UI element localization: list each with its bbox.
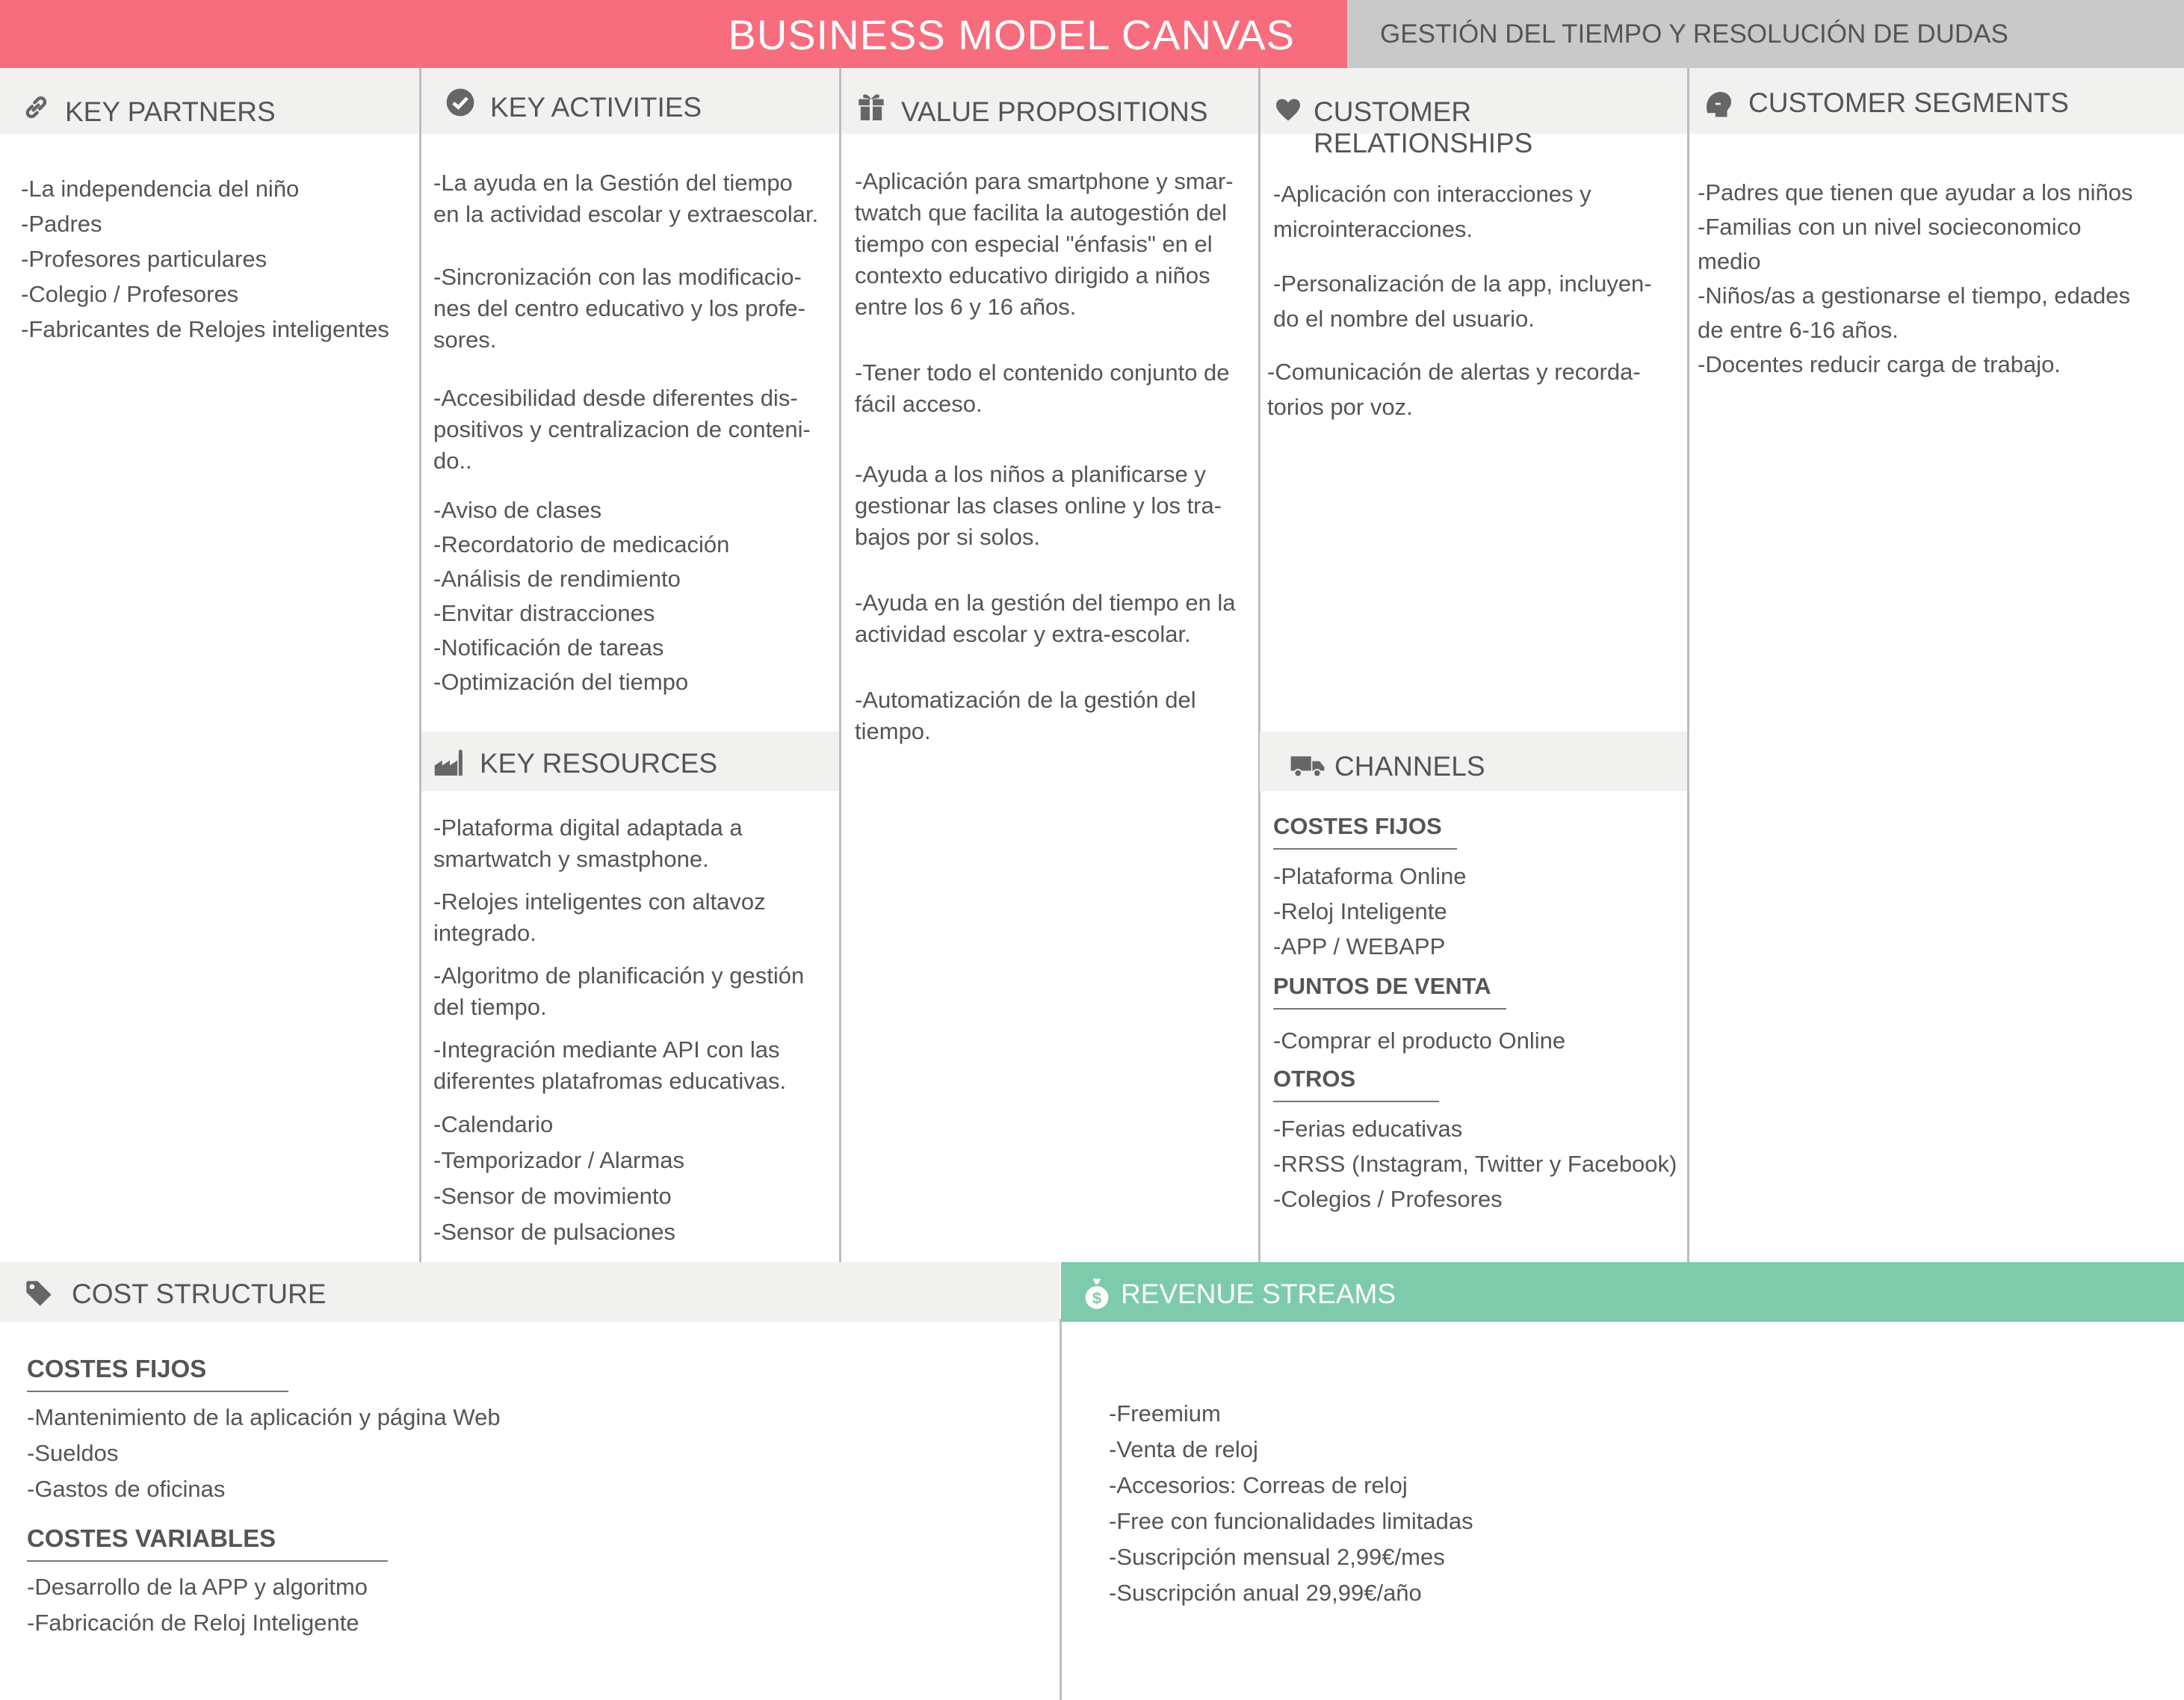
list-item: -Sensor de movimiento [433, 1183, 672, 1209]
resource-block: -Algoritmo de planificación y gestión del tiempo. [433, 962, 805, 1020]
activity-list [433, 493, 837, 699]
list-item: -Accesorios: Correas de reloj [1109, 1472, 1408, 1498]
list-item: -Temporizador / Alarmas [433, 1147, 684, 1173]
list-item: -Análisis de rendimiento [433, 566, 681, 592]
list-item: -Colegio / Profesores [21, 281, 239, 307]
resource-block: -Integración mediante API con las diferentes platafromas educativas. [433, 1036, 787, 1094]
list-item: -Gastos de oficinas [27, 1476, 226, 1502]
list-item: -Colegios / Profesores [1273, 1186, 1503, 1212]
customer-relationships-title: CUSTOMER RELATIONSHIPS [1314, 96, 1533, 158]
list-item: -Padres que tienen que ayudar a los niños [1698, 179, 2133, 205]
list-item: -Sueldos [27, 1440, 119, 1466]
list-item: -Recordatorio de medicación [433, 531, 730, 557]
value-propositions-header [841, 68, 1258, 134]
check-circle-icon [445, 87, 475, 117]
list-item: -Niños/as a gestionarse el tiempo, edades [1698, 282, 2130, 309]
factory-icon [433, 748, 466, 778]
customer-relationships-body [1267, 176, 1686, 424]
customer-segments-title: CUSTOMER SEGMENTS [1748, 87, 2069, 118]
divider-1 [419, 68, 421, 1262]
channels-list [1273, 1111, 1684, 1217]
list-item: -Desarrollo de la APP y algoritmo [27, 1574, 368, 1600]
cost-structure-header [0, 1262, 1059, 1322]
value-block: -Ayuda a los niños a planificarse y gestionar las clases online y los tra- bajos por si solos. [855, 461, 1222, 550]
channels-header [1260, 732, 1687, 791]
activity-block: -Accesibilidad desde diferentes dis- positivos y centralizacion de conteni- do.. [433, 385, 811, 474]
cost-structure-title: COST STRUCTURE [72, 1279, 327, 1309]
resource-block: -Relojes inteligentes con altavoz integrado. [433, 888, 766, 946]
divider-2 [839, 68, 841, 1262]
list-item: medio [1698, 248, 1761, 274]
revenue-streams-list [1109, 1396, 2155, 1611]
customer-relationships-header [1260, 68, 1687, 158]
revenue-streams-title: REVENUE STREAMS [1121, 1279, 1396, 1309]
key-resources-title: KEY RESOURCES [480, 748, 718, 779]
list-item: -Optimización del tiempo [433, 669, 689, 695]
link-icon [21, 93, 51, 123]
key-resources-body [433, 812, 837, 1250]
value-block: -Tener todo el contenido conjunto de fácil acceso. [855, 359, 1230, 417]
relationship-block: -Comunicación de alertas y recorda- torios por voz. [1267, 359, 1641, 420]
cost-heading-variable: COSTES VARIABLES [27, 1521, 388, 1562]
activity-block: -Sincronización con las modificacio- nes del centro educativo y los profe- sores. [433, 264, 805, 353]
cost-heading-fixed: COSTES FIJOS [27, 1351, 288, 1392]
channels-list [1273, 859, 1684, 964]
list-item: -Aviso de clases [433, 497, 602, 523]
value-block: -Automatización de la gestión del tiempo. [855, 687, 1196, 744]
divider-bottom [1059, 1319, 1062, 1700]
money-bag-icon [1083, 1277, 1110, 1310]
list-item: -Notificación de tareas [433, 634, 664, 661]
truck-icon [1290, 754, 1325, 778]
list-item: -Suscripción anual 29,99€/año [1109, 1580, 1422, 1606]
value-propositions-body [855, 166, 1258, 747]
list-item: -La independencia del niño [21, 176, 300, 202]
subtitle-bar [1347, 0, 2184, 68]
channels-list [1273, 1023, 1684, 1058]
channels-heading-fixed: COSTES FIJOS [1273, 809, 1457, 850]
cost-structure-body [27, 1351, 1043, 1641]
value-propositions-title: VALUE PROPOSITIONS [901, 96, 1208, 127]
list-item: -Envitar distracciones [433, 600, 655, 626]
key-partners-header [0, 68, 420, 134]
list-item: -Free con funcionalidades limitadas [1109, 1508, 1473, 1534]
list-item: -APP / WEBAPP [1273, 933, 1446, 959]
customer-segments-body [1698, 176, 2176, 382]
list-item: -Venta de reloj [1109, 1436, 1258, 1462]
list-item: -Freemium [1109, 1400, 1221, 1427]
customer-segments-header [1689, 68, 2184, 134]
list-item: -Sensor de pulsaciones [433, 1219, 675, 1245]
revenue-streams-header [1061, 1262, 2184, 1322]
value-block: -Aplicación para smartphone y smar- twatch que facilita la autogestión del tiempo con especial "énfasis" en el contexto educativo dirigido a niños entre los 6 y 16 años. [855, 168, 1234, 320]
gift-icon [856, 89, 886, 122]
key-activities-body [433, 167, 837, 699]
divider-3 [1258, 68, 1260, 1262]
key-partners-list [21, 171, 417, 347]
list-item: -Calendario [433, 1111, 554, 1137]
list-item: -Comprar el producto Online [1273, 1027, 1566, 1054]
resource-list [433, 1107, 837, 1250]
list-item: -Docentes reducir carga de trabajo. [1698, 351, 2061, 377]
list-item: -Familias con un nivel socieconomico [1698, 214, 2082, 240]
user-head-icon [1704, 89, 1735, 119]
list-item: -Mantenimiento de la aplicación y página Web [27, 1404, 501, 1430]
canvas-title: BUSINESS MODEL CANVAS [728, 11, 1295, 58]
value-block: -Ayuda en la gestión del tiempo en la actividad escolar y extra-escolar. [855, 590, 1236, 647]
list-item: -RRSS (Instagram, Twitter y Facebook) [1273, 1151, 1677, 1177]
list-item: -Reloj Inteligente [1273, 898, 1447, 924]
key-resources-header [421, 732, 839, 791]
list-item: de entre 6-16 años. [1698, 317, 1899, 343]
key-activities-title: KEY ACTIVITIES [490, 92, 702, 123]
tag-icon [24, 1279, 54, 1308]
cost-list [27, 1400, 1043, 1507]
list-item: -Profesores particulares [21, 246, 267, 272]
list-item: -Plataforma Online [1273, 863, 1467, 889]
channels-heading-others: OTROS [1273, 1061, 1439, 1102]
resource-block: -Plataforma digital adaptada a smartwatch y smastphone. [433, 815, 743, 872]
channels-title: CHANNELS [1334, 751, 1485, 782]
channels-heading-sales: PUNTOS DE VENTA [1273, 968, 1506, 1010]
list-item: -Suscripción mensual 2,99€/mes [1109, 1544, 1445, 1570]
list-item: -Fabricantes de Relojes inteligentes [21, 316, 389, 342]
relationship-block: -Personalización de la app, incluyen- do el nombre del usuario. [1273, 271, 1652, 332]
channels-body [1273, 809, 1684, 1217]
relationship-block: -Aplicación con interacciones y microinteracciones. [1273, 181, 1591, 242]
cost-list [27, 1569, 1043, 1641]
list-item: -Padres [21, 211, 102, 237]
svg-text:$: $ [1092, 1288, 1102, 1308]
key-activities-header [421, 68, 840, 134]
key-partners-title: KEY PARTNERS [65, 96, 276, 127]
canvas-subtitle: GESTIÓN DEL TIEMPO Y RESOLUCIÓN DE DUDAS [1380, 19, 2008, 49]
divider-4 [1687, 68, 1689, 1262]
title-bar [0, 0, 1347, 68]
activity-block: -La ayuda en la Gestión del tiempo en la actividad escolar y extraescolar. [433, 170, 819, 227]
heart-icon [1275, 98, 1302, 122]
list-item: -Ferias educativas [1273, 1116, 1463, 1142]
list-item: -Fabricación de Reloj Inteligente [27, 1610, 359, 1636]
